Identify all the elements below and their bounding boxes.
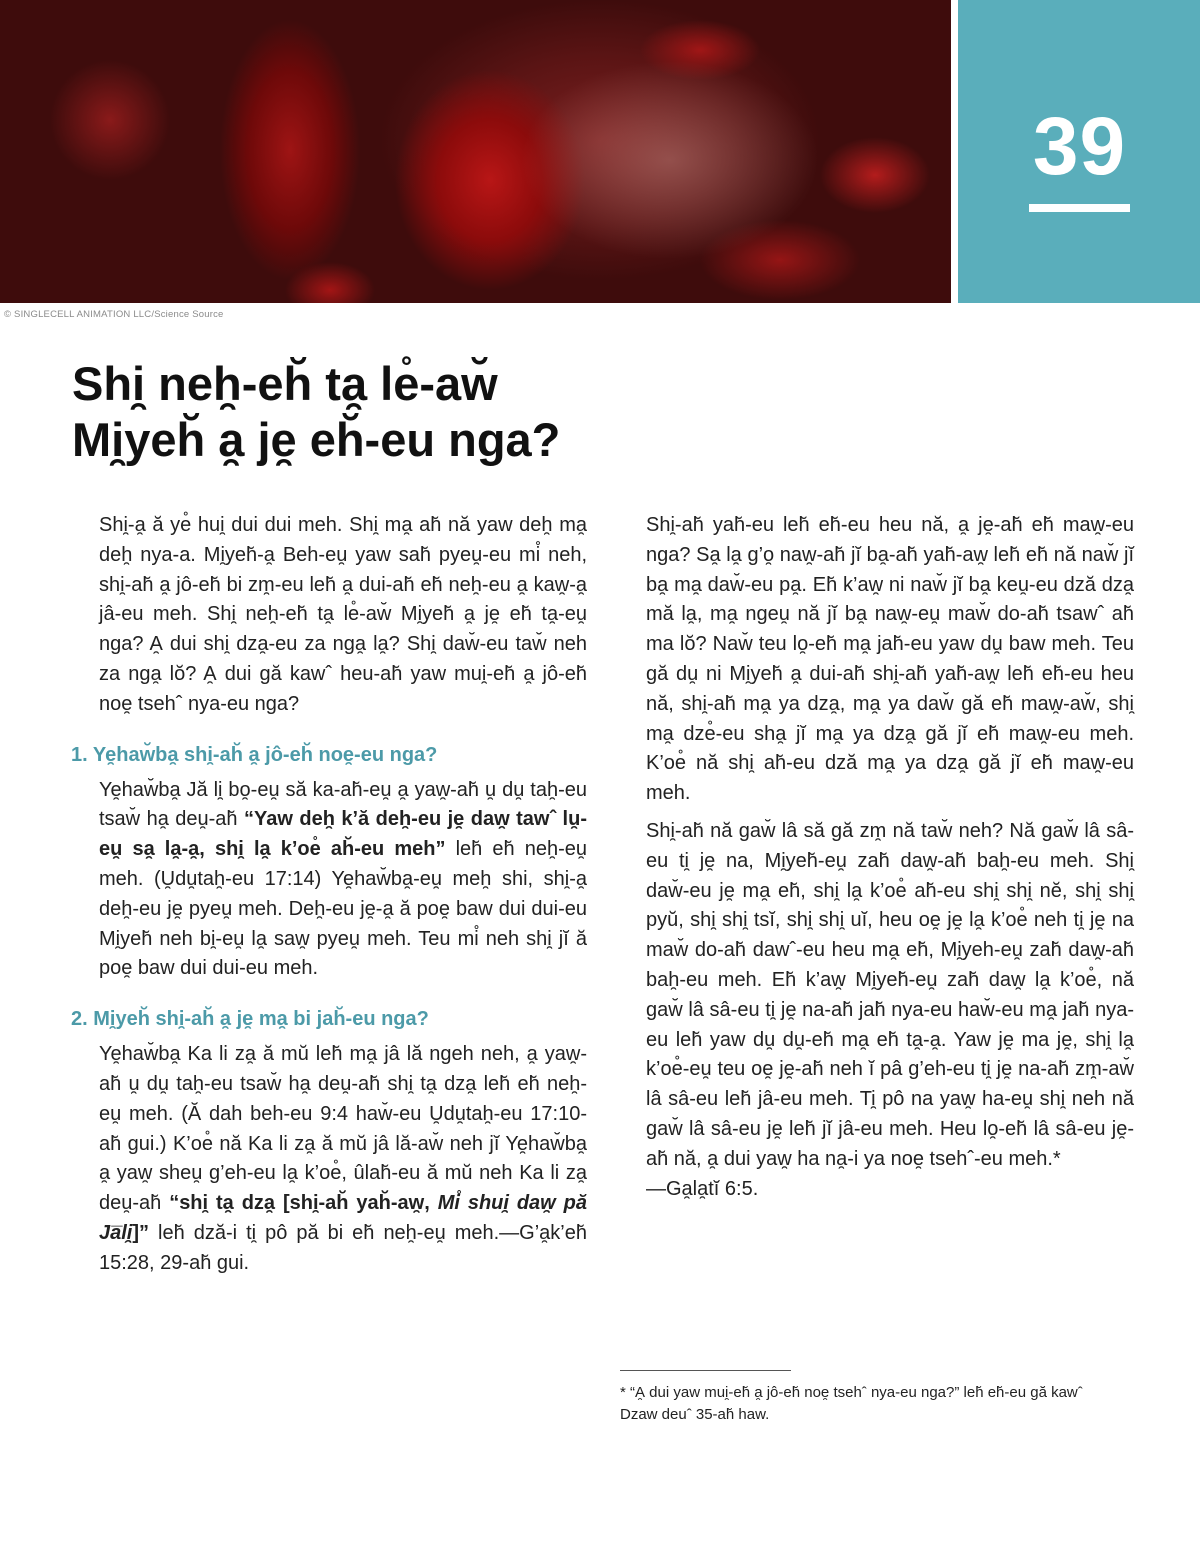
body-paragraph-4: [646, 817, 1134, 1204]
image-credit: © SINGLECELL ANIMATION LLC/Science Source: [4, 309, 224, 320]
right-column: [646, 511, 1134, 1204]
title-line-1: Shi̯ neh̯-eh̆ ta̯ le̊-aw̆: [72, 357, 498, 410]
scripture-reference: —Ga̯la̯tĭ 6:5.: [646, 1177, 759, 1200]
blood-cells-image: [0, 0, 951, 303]
footnote-divider: [620, 1370, 791, 1371]
title-line-2: Mi̯yeh̆ a̯ je̯ eh̆-eu nga?: [72, 413, 561, 466]
footnote: * “A̯ dui yaw mui̯-eh̆ a̯ jô-eh̆ noe̯ tsehˆ nya-eu nga?” leh̆ eh̆-eu gă kawˆ Dzaw deuˆ 35-ah̆ haw.: [620, 1384, 1083, 1423]
chapter-number-wrap: [1028, 102, 1131, 192]
answer-2-paragraph: [99, 1040, 587, 1278]
chapter-number: 39: [1032, 101, 1127, 192]
page-title: [72, 356, 872, 468]
body-paragraph-3: Shi̯-ah̆ yah̆-eu leh̆ eh̆-eu heu nă, a̯ je̯-ah̆ eh̆ maw̯-eu nga? Sa̯ la̯ g’o̯ naw̯-ah̆ jĭ ba̯-ah̆ yah̆-aw̯ leh̆ eh̆ nă naw̆ jĭ ba̯ ma̯ daw̆-eu pa̯. Eh̆ k’aw̯ ni naw̆ jĭ ba̯ keu̯-eu dză dza̯ mă la̯, ma̯ ngeu̯ nă jĭ ba̯ naw̯-eu̯ maw̆ do-ah̆ tsawˆ ah̆ ma lŏ? Naw̆ teu lo̯-eh̆ ma̯ jah̆-eu yaw du̯ baw meh. Teu gă du̯ ni Mi̯yeh̆ a̯ dui-ah̆ shi̯-ah̆ yah̆-aw̯ leh̆ eh̆-eu heu nă, shi̯-ah̆ ma̯ ya dza̯, ma̯ ya daw̆ gă eh̆ maw̯-aw̆, shi̯ ma̯ dze̊-eu sha̯ jĭ ma̯ ya dza̯ gă jĭ eh̆ maw̯-eu meh. K’oe̊ nă shi̯ ah̆-eu dză ma̯ ya dza̯ gă jĭ eh̆ maw̯-eu meh.: [646, 514, 1134, 805]
image-haze: [520, 60, 820, 260]
answer-2-text-a: Ye̯haw̆ba̯ Ka li za̯ ă mŭ leh̆ ma̯ jâ lă ngeh neh, a̯ yaw̯-ah̆ u̯ du̯ tah̯-eu tsaw̆ ha̯ deu̯-ah̆ shi̯ ta̯ dza̯ leh̆ eh̆ neh̯-eu̯ meh. (Ă dah beh-eu 9:4 haw̆-eu U̯du̯tah̯-eu 17:10-ah̆ gui.) K’oe̊ nă Ka li za̯ ă mŭ jâ lă-aw̆ neh jĭ Ye̯haw̆ba̯ a̯ yaw̯ sheu̯ g’eh-eu la̯ k’oe̊, ûlah̆-eu ă mŭ neh Ka li za̯ deu̯-ah̆: [99, 1043, 587, 1215]
answer-1-text-b: leh̆ eh̆ neh̯-eu̯ meh. (U̯du̯tah̯-eu 17:14) Ye̯haw̆ba̯-eu̯ meh̯ shi, shi̯-a̯ deh̯-eu je̯ pyeu̯ meh. Deh̯-eu je̯-a̯ ă poe̯ baw dui dui-eu Mi̯yeh̆ neh bi̯-eu̯ la̯ saw̯ pyeu̯ meh. Teu mi̊ neh shi̯ jĭ ă poe̯ baw dui dui-eu meh.: [99, 838, 587, 980]
question-2-heading: 2. Mi̯yeh̆ shi̯-ah̆ a̯ je̯ ma̯ bi jah̆-eu nga?: [71, 1008, 429, 1031]
body-paragraph-4-text: Shi̯-ah̆ nă gaw̆ lâ să gă zm̯ nă taw̆ neh? Nă gaw̆ lâ sâ-eu ti̯ je̯ na, Mi̯yeh̆-eu̯ zah̆ daw̯-ah̆ bah̯-eu meh. Shi̯ daw̆-eu je̯ ma̯ eh̆, shi̯ la̯ k’oe̊ ah̆-eu shi̯ shi̯ nĕ, shi̯ shi̯ pyŭ, shi̯ shi̯ tsĭ, shi̯ shi̯ uĭ, heu oe̯ je̯ la̯ k’oe̊ neh ti̯ je̯ na maw̆ do-ah̆ dawˆ-eu heu ma̯ eh̆, Mi̯yeh-eu̯ zah̆ daw̯-ah̆ bah̯-eu meh. Eh̆ k’aw̯ Mi̯yeh̆-eu̯ zah̆ daw̯ la̯ k’oe̊, nă gaw̆ lâ sâ-eu ti̯ je̯ na-ah̆ jah̆ nya-eu haw̆-eu ma̯ jah̆ nya-eu leh̆ yaw du̯ du̯-eh̆ ma̯ eh̆ ta̯-a̯. Yaw je̯ ma je̯, shi̯ la̯ k’oe̊-eu̯ teu oe̯ je̯-ah̆ neh ĭ pâ g’eh-eu ti̯ je̯ na-ah̆ zm̯-aw̆ lâ sâ-eu leh̆ jâ-eu meh. Ti̯ pô na yaw̯ ha-eu̯ shi̯ neh nă gaw̆ lâ sâ-eu je̯ leh̆ jĭ jâ-eu meh. Heu lo̯-eh̆ lâ sâ-eu je̯-ah̆ nă, a̯ dui yaw̯ ha na̯-i ya noe̯ tsehˆ-eu meh.*: [646, 819, 1134, 1170]
answer-2-bold-quote: “shi̯ ta̯ dza̯ [shi̯-ah̆ yah̆-aw̯,: [169, 1192, 438, 1215]
chapter-number-box: [958, 0, 1200, 303]
answer-1-paragraph: [99, 776, 587, 985]
intro-paragraph: Shi̯-a̯ ă ye̊ hui̯ dui dui meh. Shi̯ ma̯ ah̆ nă yaw deh̯ ma̯ deh̯ nya-a. Mi̯yeh̆-a̯ Beh-eu̯ yaw sah̆ pyeu̯-eu mi̊ neh, shi̯-ah̆ a̯ jô-eh̆ bi zm̯-eu leh̆ a̯ dui-ah̆ eh̆ neh̯-eu a̯ kaw̯-a̯ jâ-eu meh. Shi̯ neh̯-eh̆ ta̯ le̊-aw̆ Mi̯yeh̆ a̯ je̯ eh̆ ta̯-eu̯ nga? A̯ dui shi̯ dza̯-eu za nga̯ la̯? Shi̯ daw̆-eu taw̆ neh za nga̯ lŏ? A̯ dui gă kawˆ heu-ah̆ yaw mui̯-eh̆ a̯ jô-eh̆ noe̯ tsehˆ nya-eu nga?: [99, 514, 587, 715]
answer-2-text-b: leh̆ dză-i ti̯ pô pă bi eh̆ neh̯-eu̯ meh.—G’a̯k’eh̆ 15:28, 29-ah̆ gui.: [99, 1221, 587, 1274]
answer-1-bold-quote: “Yaw deh̯ k’ă deh̯-eu je̯ daw̯ tawˆ lu̯-eu̯ sa̯ la̯-a̯, shi̯ la̯ k’oe̊ ah̆-eu meh”: [99, 808, 587, 861]
left-column: [71, 511, 587, 1279]
chapter-number-underline: [1029, 204, 1130, 212]
answer-2-bold-italic: Mi̊ shui̯ daw̯ pă Ja̅li̯: [99, 1192, 587, 1244]
question-1-heading: 1. Ye̯haw̆ba̯ shi̯-ah̆ a̯ jô-eh̆ noe̯-eu nga?: [71, 743, 438, 766]
answer-1-text-a: Ye̯haw̆ba̯ Jă li̯ bo̯-eu̯ să ka-ah̆-eu̯ a̯ yaw̯-ah̆ u̯ du̯ tah̯-eu tsaw̆ ha̯ deu̯-ah̆: [99, 778, 587, 831]
answer-2-bold-close: ]”: [132, 1221, 150, 1244]
